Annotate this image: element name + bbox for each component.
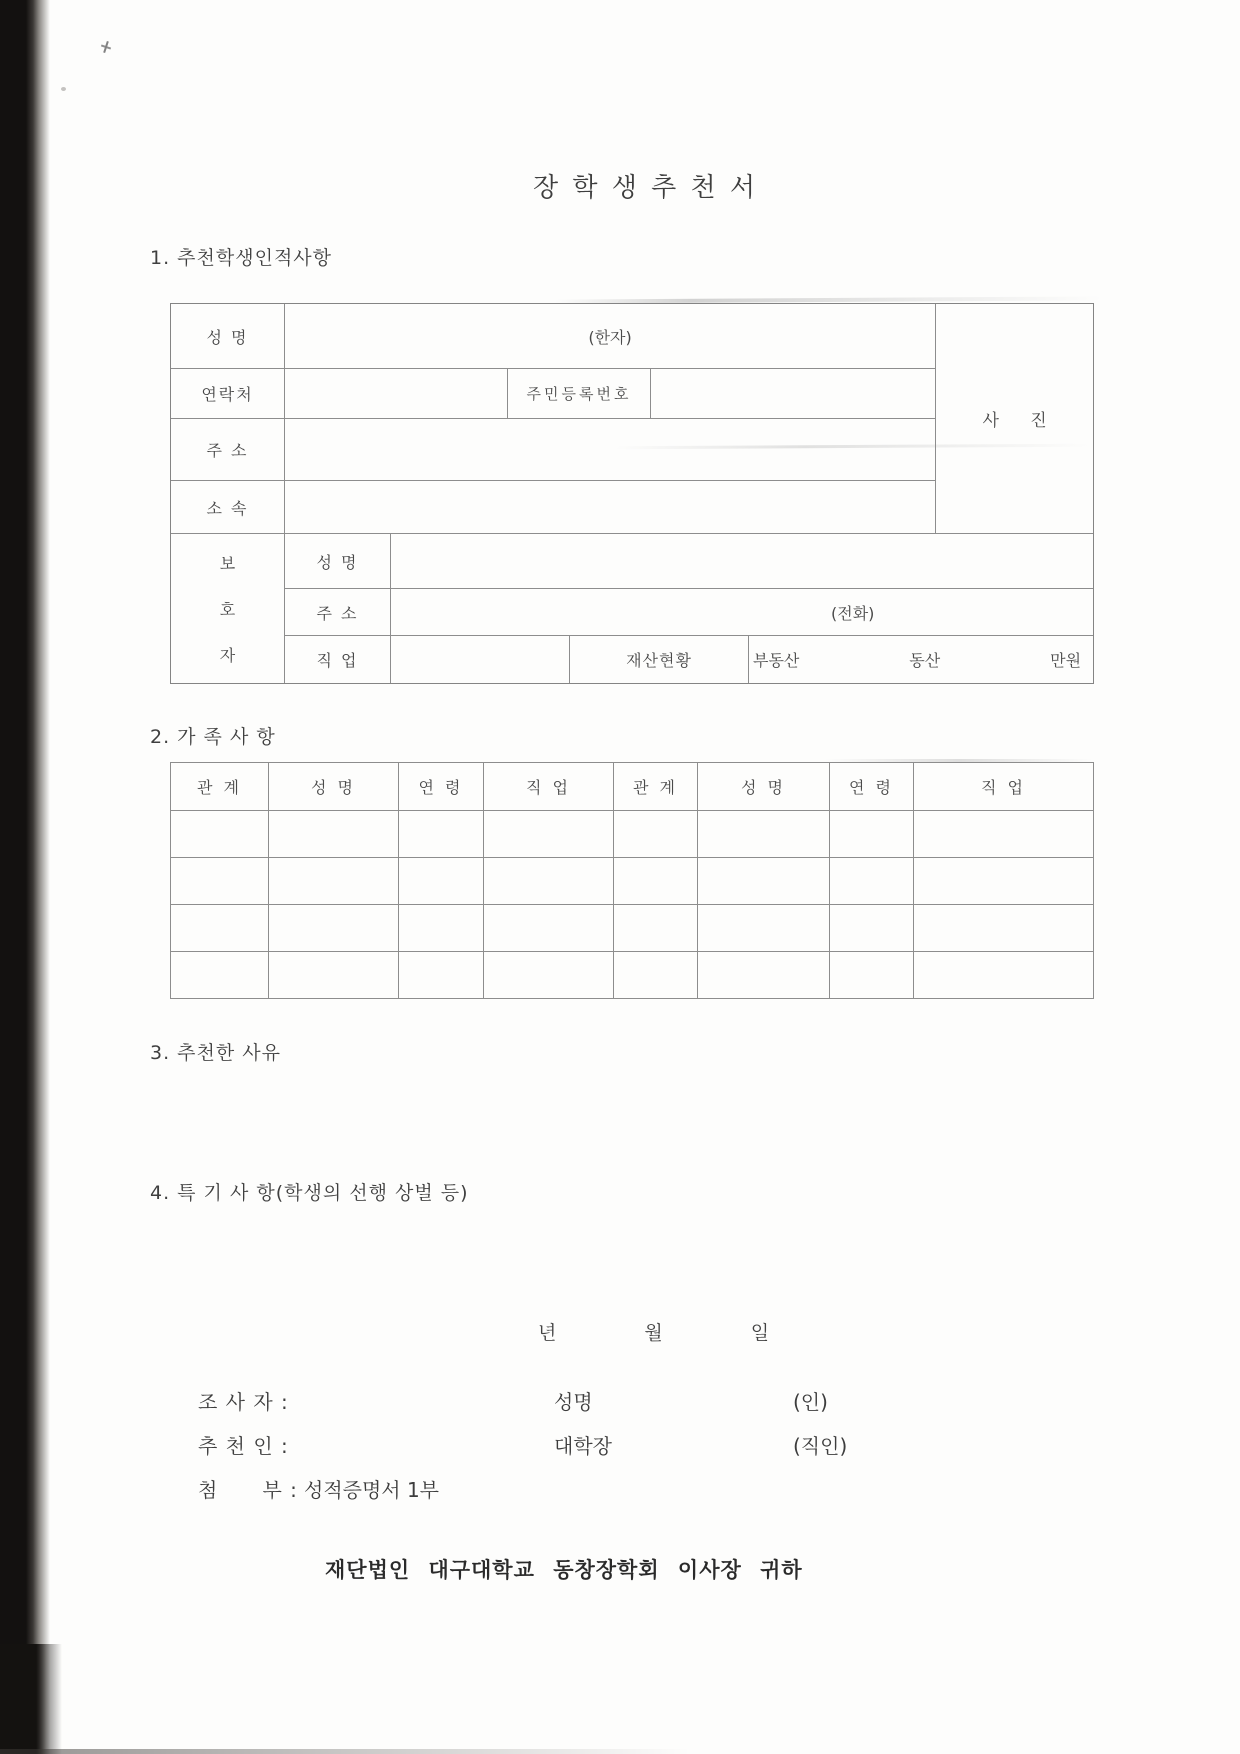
family-cell xyxy=(914,858,1094,905)
family-header-job: 직 업 xyxy=(484,763,614,811)
family-cell xyxy=(399,858,484,905)
family-cell xyxy=(399,905,484,952)
family-cell xyxy=(914,905,1094,952)
row-name xyxy=(171,304,1094,369)
family-cell xyxy=(830,952,914,999)
affiliation-input-cell xyxy=(285,481,936,534)
family-header-relation: 관 계 xyxy=(171,763,269,811)
family-cell xyxy=(269,952,399,999)
investigator-label: 조 사 자 : xyxy=(198,1390,289,1414)
family-cell xyxy=(614,905,698,952)
family-cell xyxy=(171,905,269,952)
date-day-label: 일 xyxy=(750,1322,770,1344)
family-cell xyxy=(484,952,614,999)
family-header-name: 성 명 xyxy=(698,763,830,811)
guardian-label xyxy=(171,534,285,684)
currency-unit-label: 만원 xyxy=(1050,651,1082,670)
family-cell xyxy=(171,858,269,905)
family-cell xyxy=(484,811,614,858)
date-year-label: 년 xyxy=(538,1322,557,1344)
personal-info-table xyxy=(170,303,1094,684)
recommender-title-label: 대학장 xyxy=(554,1434,612,1458)
addressee-line: 재단법인 대구대학교 동창장학회 이사장 귀하 xyxy=(325,1558,803,1582)
resident-id-label: 주민등록번호 xyxy=(508,369,651,419)
scan-edge-artifact xyxy=(0,0,50,1754)
section-4-heading: 4. 특 기 사 항(학생의 선행 상벌 등) xyxy=(150,1182,469,1204)
row-guardian-name xyxy=(171,534,1094,589)
family-header-age: 연 령 xyxy=(830,763,914,811)
family-cell xyxy=(830,905,914,952)
family-cell xyxy=(614,952,698,999)
movables-label: 동산 xyxy=(909,651,941,670)
family-cell xyxy=(914,952,1094,999)
scan-speck-mark xyxy=(98,38,114,55)
section-3-heading: 3. 추천한 사유 xyxy=(150,1042,281,1064)
family-header-name: 성 명 xyxy=(269,763,399,811)
address-label: 주 소 xyxy=(171,419,285,481)
assets-detail-cell xyxy=(749,636,1094,684)
assets-label: 재산현황 xyxy=(570,636,749,684)
family-cell xyxy=(484,905,614,952)
contact-label: 연락처 xyxy=(171,369,285,419)
recommender-label: 추 천 인 : xyxy=(198,1434,289,1458)
family-cell xyxy=(399,952,484,999)
family-empty-row xyxy=(171,811,1094,858)
family-cell xyxy=(698,858,830,905)
section-2-heading: 2. 가 족 사 항 xyxy=(150,726,276,748)
family-cell xyxy=(914,811,1094,858)
guardian-name-input-cell xyxy=(391,534,1094,589)
family-cell xyxy=(269,858,399,905)
family-cell xyxy=(614,811,698,858)
family-empty-row xyxy=(171,858,1094,905)
family-empty-row xyxy=(171,905,1094,952)
family-cell xyxy=(269,905,399,952)
family-cell xyxy=(830,858,914,905)
family-header-job: 직 업 xyxy=(914,763,1094,811)
guardian-address-label: 주 소 xyxy=(285,589,391,636)
name-label: 성 명 xyxy=(171,304,285,369)
guardian-job-label: 직 업 xyxy=(285,636,391,684)
guardian-job-input-cell xyxy=(391,636,570,684)
family-cell xyxy=(698,952,830,999)
family-cell xyxy=(830,811,914,858)
date-month-label: 월 xyxy=(644,1322,663,1344)
resident-id-input-cell xyxy=(651,369,936,419)
family-empty-row xyxy=(171,952,1094,999)
photo-cell: 사 진 xyxy=(936,304,1094,534)
family-cell xyxy=(171,811,269,858)
investigator-seal-label: (인) xyxy=(793,1390,828,1414)
family-header-age: 연 령 xyxy=(399,763,484,811)
investigator-name-label: 성명 xyxy=(554,1390,593,1414)
scan-bottom-shadow xyxy=(0,1749,690,1754)
guardian-char: 호 xyxy=(219,600,236,619)
family-header-relation: 관 계 xyxy=(614,763,698,811)
family-cell xyxy=(171,952,269,999)
affiliation-label: 소 속 xyxy=(171,481,285,534)
family-cell xyxy=(614,858,698,905)
guardian-name-label: 성 명 xyxy=(285,534,391,589)
family-header-row xyxy=(171,763,1094,811)
family-table xyxy=(170,762,1094,999)
name-hanja-cell: (한자) xyxy=(285,304,936,369)
row-guardian-address xyxy=(171,589,1094,636)
family-cell xyxy=(269,811,399,858)
section-1-heading: 1. 추천학생인적사항 xyxy=(150,247,332,269)
row-guardian-job xyxy=(171,636,1094,684)
scan-edge-foot-artifact xyxy=(0,1644,62,1754)
family-cell xyxy=(698,905,830,952)
family-cell xyxy=(698,811,830,858)
form-title: 장 학 생 추 천 서 xyxy=(533,173,759,203)
family-cell xyxy=(399,811,484,858)
guardian-phone-label: (전화) xyxy=(391,589,1094,636)
real-estate-label: 부동산 xyxy=(753,651,800,670)
recommender-seal-label: (직인) xyxy=(793,1434,848,1458)
family-cell xyxy=(484,858,614,905)
contact-input-cell xyxy=(285,369,508,419)
guardian-char: 자 xyxy=(219,646,236,665)
scan-speck-dot xyxy=(61,87,66,91)
date-line xyxy=(538,1318,769,1345)
attachment-value: 성적증명서 1부 xyxy=(304,1478,440,1502)
guardian-char: 보 xyxy=(219,554,236,573)
address-input-cell xyxy=(285,419,936,481)
attachment-label: 첨 부 : xyxy=(198,1478,298,1502)
